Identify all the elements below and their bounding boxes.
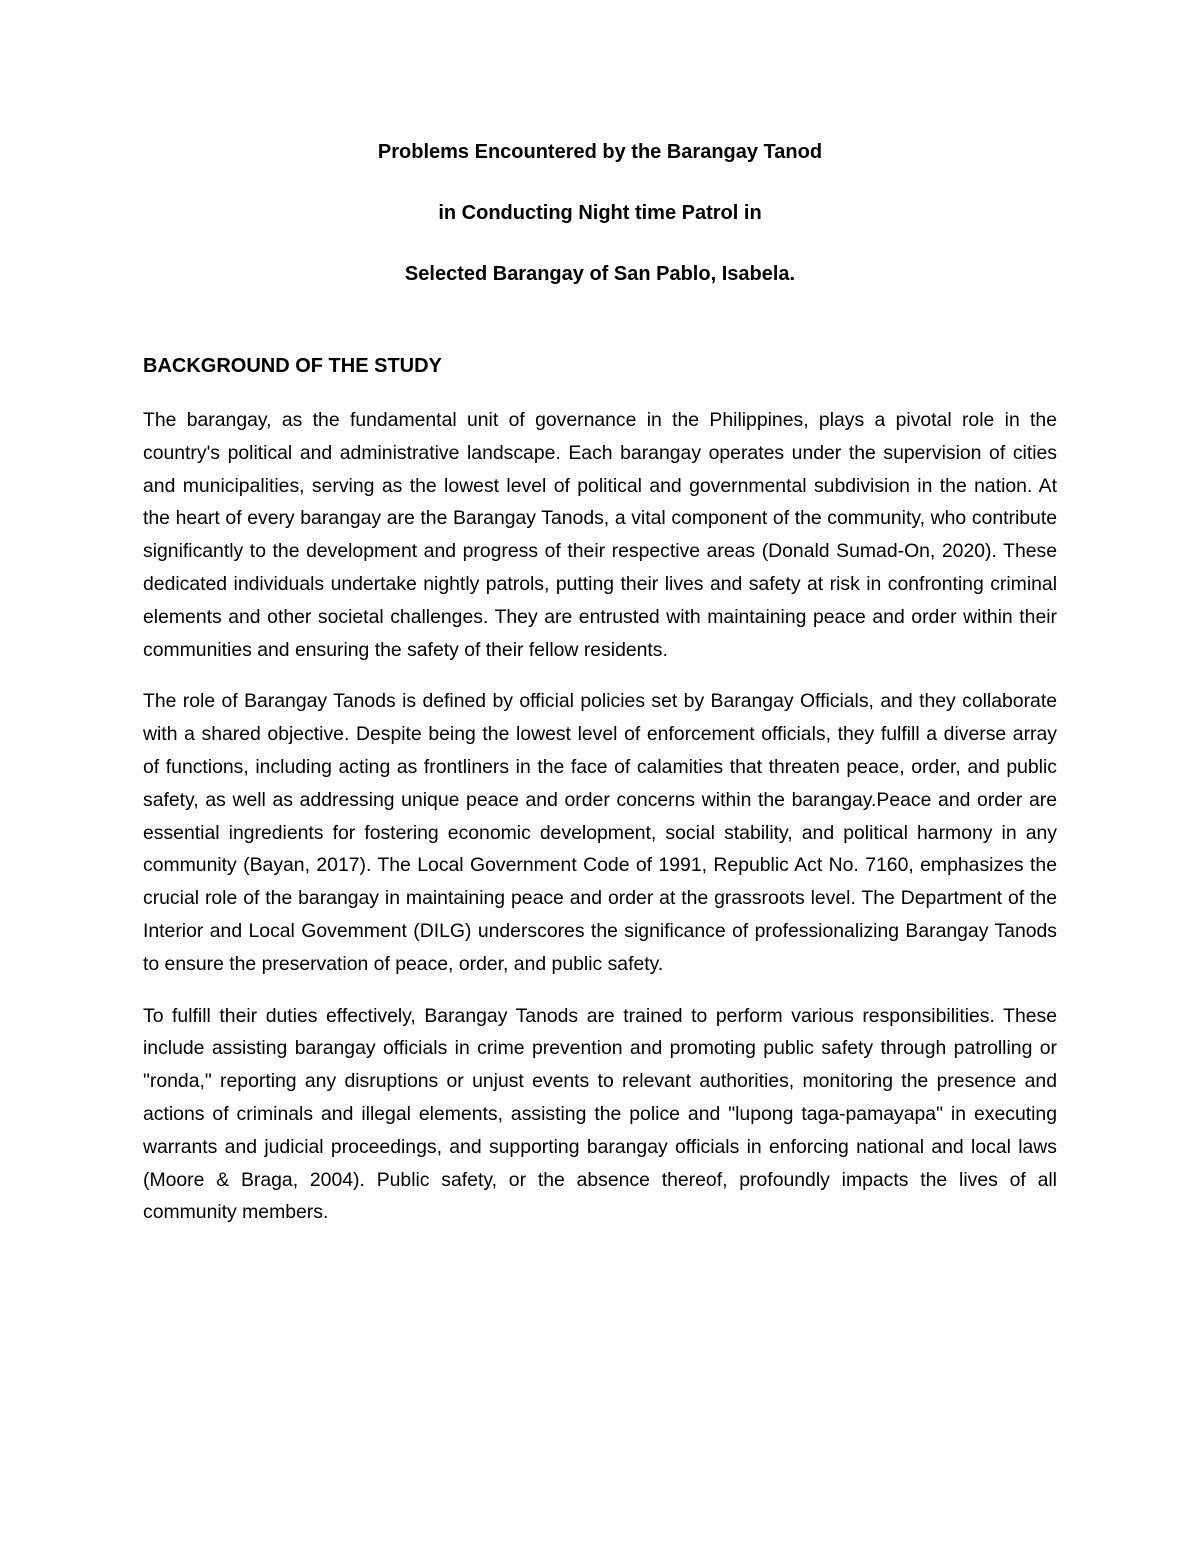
title-line-2: in Conducting Night time Patrol in (438, 202, 762, 224)
section-heading: BACKGROUND OF THE STUDY (143, 355, 442, 377)
paragraph-3: To fulfill their duties effectively, Barangay Tanods are trained to perform various responsibilities. These include assisting barangay officials in crime prevention and promoting public safety through patrolling or "ronda," reporting any disruptions or unjust events to relevant authorities, monitoring the presence and actions of criminals and illegal elements, assisting the police and "lupong taga-pamayapa" in executing warrants and judicial proceedings, and supporting barangay officials in enforcing national and local laws (Moore & Braga, 2004). Public safety, or the absence thereof, profoundly impacts the lives of all community members. (143, 1004, 1057, 1224)
document-title (143, 140, 1057, 323)
paragraph-2: The role of Barangay Tanods is defined by official policies set by Barangay Officials, and they collaborate with a shared objective. Despite being the lowest level of enforcement officials, they fulfill a diverse array of functions, including acting as frontliners in the face of calamities that threaten peace, order, and public safety, as well as addressing unique peace and order concerns within the barangay.Peace and order are essential ingredients for fostering economic development, social stability, and political harmony in any community (Bayan, 2017). The Local Government Code of 1991, Republic Act No. 7160, emphasizes the crucial role of the barangay in maintaining peace and order at the grassroots level. The Department of the Interior and Local Govemment (DILG) underscores the significance of professionalizing Barangay Tanods to ensure the preservation of peace, order, and public safety. (143, 690, 1057, 975)
paragraph-1: The barangay, as the fundamental unit of governance in the Philippines, plays a pivotal role in the country's political and administrative landscape. Each barangay operates under the supervision of cities and municipalities, serving as the lowest level of political and governmental subdivision in the nation. At the heart of every barangay are the Barangay Tanods, a vital component of the community, who contribute significantly to the development and progress of their respective areas (Donald Sumad-On, 2020). These dedicated individuals undertake nightly patrols, putting their lives and safety at risk in confronting criminal elements and other societal challenges. They are entrusted with maintaining peace and order within their communities and ensuring the safety of their fellow residents. (143, 409, 1057, 661)
document-body (143, 404, 1057, 1248)
title-line-3: Selected Barangay of San Pablo, Isabela. (404, 263, 796, 285)
title-line-1: Problems Encountered by the Barangay Tanod (377, 141, 823, 163)
